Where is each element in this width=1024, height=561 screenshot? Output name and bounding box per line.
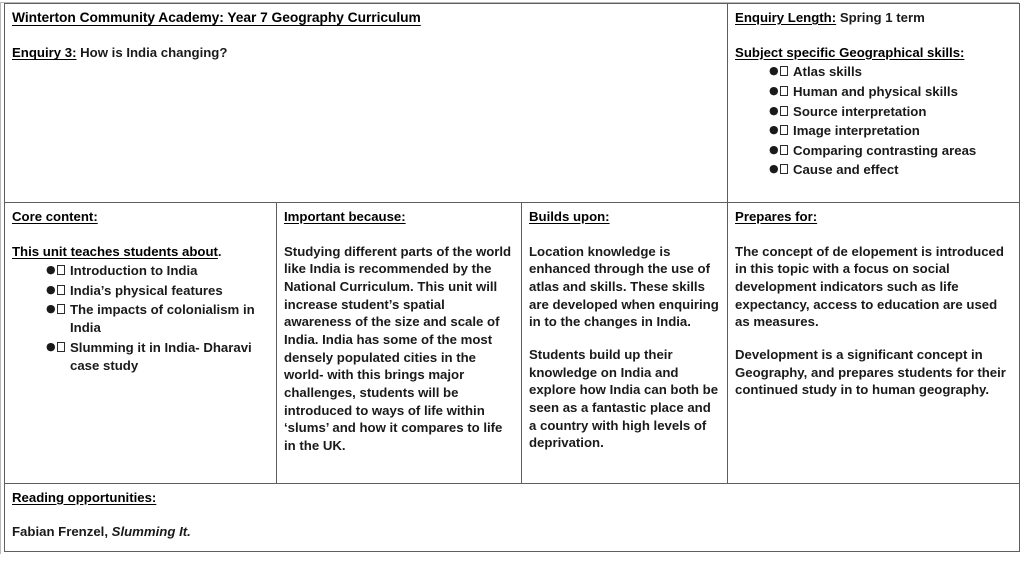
builds-upon-paragraph: Location knowledge is enhanced through the use of atlas and skills. These skills are developed when enquiring in to the changes in India. xyxy=(529,243,719,330)
reading-work-title: Slumming It. xyxy=(111,524,191,540)
list-item-label: Comparing contrasting areas xyxy=(793,142,977,158)
list-item-label: Slumming it in India- Dharavi case study xyxy=(70,340,252,374)
list-item xyxy=(46,301,269,337)
core-content-heading: Core content: xyxy=(12,208,98,224)
prepares-for-spacer xyxy=(735,226,1012,243)
core-content-lead: This unit teaches students about. xyxy=(12,243,222,259)
cell-reading-opportunities xyxy=(5,483,1020,551)
list-item xyxy=(46,282,269,300)
bullet-icon: ● xyxy=(769,142,788,159)
cell-core-content xyxy=(5,202,277,483)
enquiry-line xyxy=(12,44,720,62)
table-row-header xyxy=(5,4,1020,203)
list-item-label: The impacts of colonialism in India xyxy=(70,302,255,336)
bullet-icon: ● xyxy=(46,262,65,279)
list-item xyxy=(46,262,269,280)
enquiry-length-line xyxy=(735,9,1012,27)
prepares-for-paragraph: The concept of de elopement is introduced in this topic with a focus on social development indicators such as life expectancy, access to education are used as measures. xyxy=(735,243,1004,330)
bullet-icon: ● xyxy=(46,339,65,356)
list-item-label: India’s physical features xyxy=(70,282,223,298)
bullet-icon: ● xyxy=(769,122,788,139)
cell-prepares-for xyxy=(728,202,1020,483)
reading-author: Fabian Frenzel, xyxy=(12,524,108,540)
skills-list xyxy=(735,63,1012,179)
table-row-content xyxy=(5,202,1020,483)
list-item xyxy=(769,122,1012,140)
outer-frame-top-rule xyxy=(0,2,1019,3)
enquiry-length-value: Spring 1 term xyxy=(839,10,925,25)
list-item-label: Atlas skills xyxy=(793,64,862,80)
core-content-list xyxy=(12,262,269,375)
builds-upon-spacer xyxy=(529,226,720,243)
cell-important-because xyxy=(277,202,522,483)
bullet-icon: ● xyxy=(769,161,788,178)
table-row-reading xyxy=(5,483,1020,551)
list-item-label: Image interpretation xyxy=(793,123,920,139)
list-item-label: Human and physical skills xyxy=(793,83,958,99)
bullet-icon: ● xyxy=(46,282,65,299)
builds-upon-heading: Builds upon: xyxy=(529,208,610,224)
list-item xyxy=(769,103,1012,121)
outer-frame-left-rule xyxy=(0,2,1,554)
list-item-label: Cause and effect xyxy=(793,162,899,178)
bullet-icon: ● xyxy=(769,83,788,100)
enquiry-question: How is India changing? xyxy=(80,45,228,61)
prepares-for-paragraph-gap xyxy=(735,331,1012,346)
bullet-icon: ● xyxy=(769,103,788,120)
prepares-for-paragraph: Development is a significant concept in Geography, and prepares students for their continued study in to human geography. xyxy=(735,346,1006,398)
enquiry-length-label: Enquiry Length: xyxy=(735,10,837,25)
bullet-icon: ● xyxy=(46,301,65,318)
important-because-spacer xyxy=(284,226,514,243)
list-item-label: Introduction to India xyxy=(70,263,198,279)
enquiry-label: Enquiry 3: xyxy=(12,45,77,61)
builds-upon-paragraph: Students build up their knowledge on India and explore how India can both be seen as a fantastic place and a country with high levels of deprivation. xyxy=(529,346,719,451)
title-spacer xyxy=(12,27,720,44)
curriculum-overview-table xyxy=(4,3,1020,552)
list-item xyxy=(769,142,1012,160)
important-because-heading: Important because: xyxy=(284,208,406,224)
cell-title-enquiry xyxy=(5,4,728,203)
builds-upon-paragraph-gap xyxy=(529,331,720,346)
cell-builds-upon xyxy=(522,202,728,483)
important-because-paragraph: Studying different parts of the world like India is recommended by the National Curriculum. This unit will increase student’s spatial awareness of the size and scale of India. India has some of the most densely populated cities in the world- with this brings major challenges, students will be introduced to ways of life within ‘slums’ and how it compares to life in the UK. xyxy=(284,243,512,454)
list-item xyxy=(769,83,1012,101)
core-content-spacer xyxy=(12,226,269,243)
reading-reference xyxy=(12,523,1012,541)
reading-spacer xyxy=(12,506,1012,523)
prepares-for-heading: Prepares for: xyxy=(735,208,818,224)
cell-enquiry-length-skills xyxy=(728,4,1020,203)
bullet-icon: ● xyxy=(769,63,788,80)
skills-heading: Subject specific Geographical skills: xyxy=(735,44,965,60)
list-item-label: Source interpretation xyxy=(793,103,927,119)
reading-opportunities-heading: Reading opportunities: xyxy=(12,489,157,505)
list-item xyxy=(769,63,1012,81)
enquiry-length-spacer xyxy=(735,27,1012,44)
list-item xyxy=(46,339,269,375)
list-item xyxy=(769,161,1012,179)
page-title: Winterton Community Academy: Year 7 Geography Curriculum xyxy=(12,10,421,25)
